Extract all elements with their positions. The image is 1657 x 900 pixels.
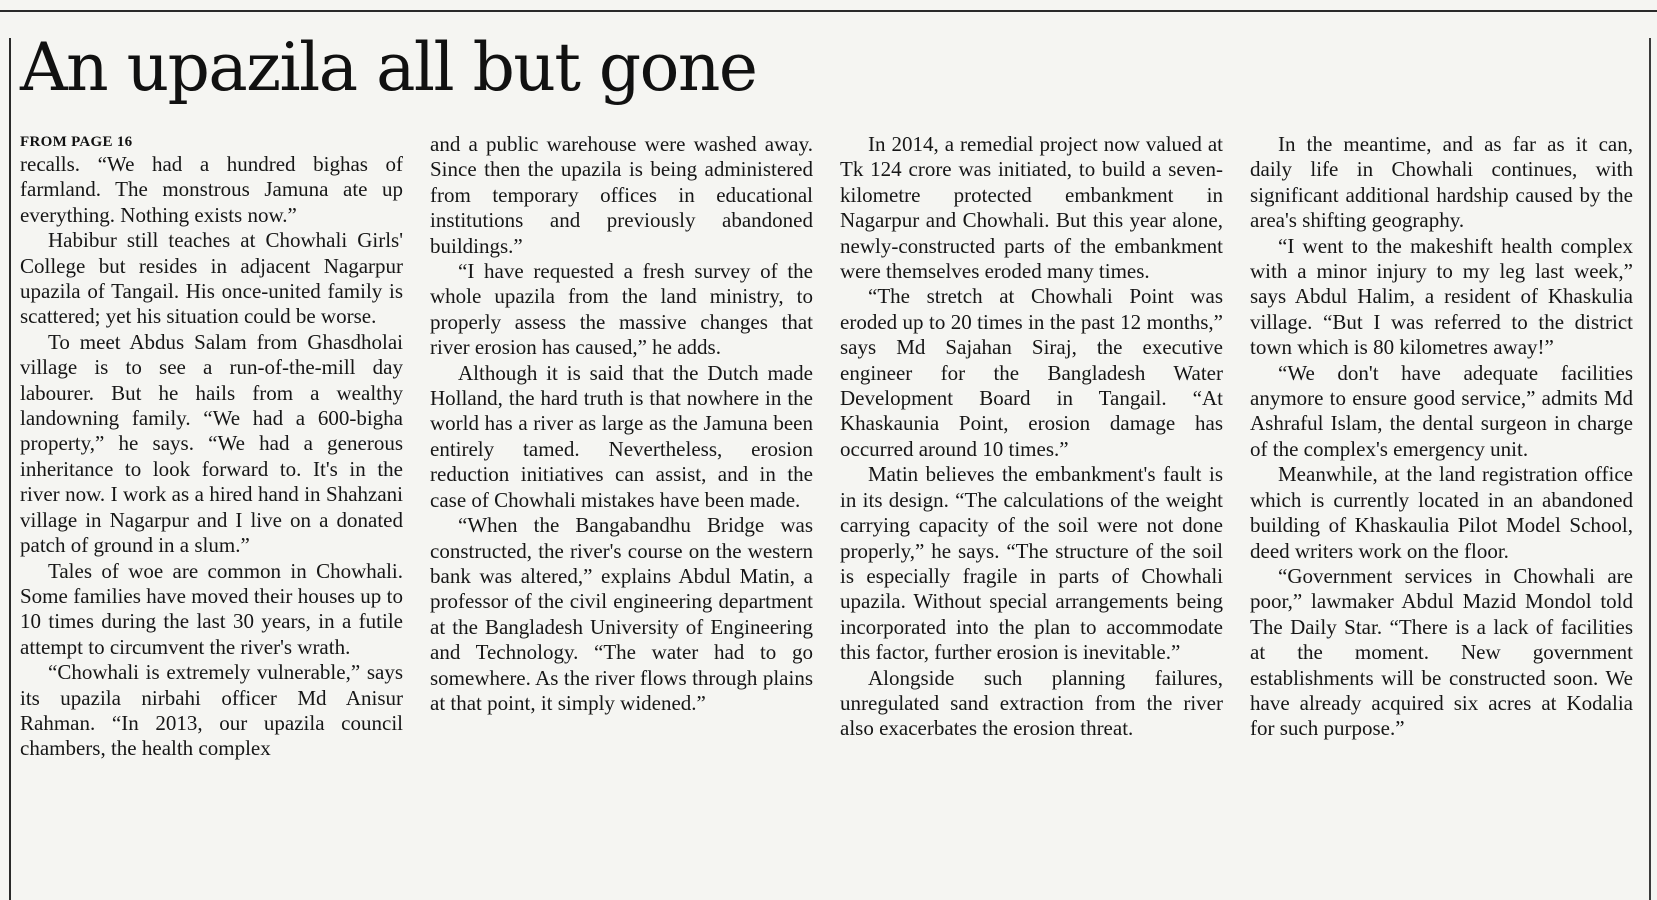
paragraph: and a public warehouse were washed away. Since then the upazila is being administered from temporary offices in educational institutions and previously abandoned buildings.” xyxy=(430,132,813,258)
paragraph: Tales of woe are common in Chowhali. Some families have moved their houses up to 10 times during the last 30 years, in a futile attempt to circumvent the river's wrath. xyxy=(20,558,403,659)
paragraph: “Government services in Chowhali are poor,” lawmaker Abdul Mazid Mondol told The Daily Star. “There is a lack of facilities at the moment. New government establishments will be constructed soon. We have already acquired six acres at Kodalia for such purpose.” xyxy=(1250,563,1633,741)
right-column-rule xyxy=(1649,38,1651,900)
paragraph: “The stretch at Chowhali Point was eroded up to 20 times in the past 12 months,” says Md Sajahan Siraj, the executive engineer for the Bangladesh Water Development Board in Tangail. “At Khaskaunia Point, erosion damage has occurred around 10 times.” xyxy=(840,284,1223,461)
paragraph: To meet Abdus Salam from Ghasdholai village is to see a run-of-the-mill day labourer. But he hails from a wealthy landowning family. “We had a 600-bigha property,” he says. “We had a generous inheritance to look forward to. It's in the river now. I work as a hired hand in Shahzani village in Nagarpur and I live on a donated patch of ground in a slum.” xyxy=(20,329,403,558)
paragraph: Although it is said that the Dutch made Holland, the hard truth is that nowhere in the world has a river as large as the Jamuna been entirely tamed. Nevertheless, erosion reduction initiatives can assist, and in the case of Chowhali mistakes have been made. xyxy=(430,360,813,512)
paragraph: “I went to the makeshift health complex with a minor injury to my leg last week,” says Abdul Halim, a resident of Khaskulia village. “But I was referred to the district town which is 80 kilometres away!” xyxy=(1250,233,1633,360)
jump-line: FROM PAGE 16 xyxy=(20,134,133,150)
paragraph: “When the Bangabandhu Bridge was constructed, the river's course on the western bank was altered,” explains Abdul Matin, a professor of the civil engineering department at the Bangladesh University of Engineering and Technology. “The water had to go somewhere. As the river flows through plains at that point, it simply widened.” xyxy=(430,513,813,715)
article-column-4 xyxy=(1250,132,1633,742)
paragraph: “I have requested a fresh survey of the whole upazila from the land ministry, to properly assess the massive changes that river erosion has caused,” he adds. xyxy=(430,259,813,360)
paragraph: recalls. “We had a hundred bighas of farmland. The monstrous Jamuna ate up everything. Nothing exists now.” xyxy=(20,152,403,227)
article-column-3 xyxy=(840,132,1223,742)
paragraph: Alongside such planning failures, unregulated sand extraction from the river also exacerbates the erosion threat. xyxy=(840,665,1223,741)
top-rule xyxy=(0,10,1657,12)
paragraph: Meanwhile, at the land registration office which is currently located in an abandoned building of Khaskaulia Pilot Model School, deed writers work on the floor. xyxy=(1250,462,1633,563)
paragraph: Matin believes the embankment's fault is in its design. “The calculations of the weight carrying capacity of the soil were not done properly,” he says. “The structure of the soil is especially fragile in parts of Chowhali upazila. Without special arrangements being incorporated into the plan to accommodate this factor, further erosion is inevitable.” xyxy=(840,462,1223,665)
article-column-2 xyxy=(430,132,813,716)
paragraph: In 2014, a remedial project now valued at Tk 124 crore was initiated, to build a seven-kilometre protected embankment in Nagarpur and Chowhali. But this year alone, newly-constructed parts of the embankment were themselves eroded many times. xyxy=(840,132,1223,284)
paragraph: Habibur still teaches at Chowhali Girls' College but resides in adjacent Nagarpur upazila of Tangail. His once-united family is scattered; yet his situation could be worse. xyxy=(20,228,403,329)
headline: An upazila all but gone xyxy=(20,29,757,106)
paragraph: “Chowhali is extremely vulnerable,” says its upazila nirbahi officer Md Anisur Rahman. “In 2013, our upazila council chambers, the health complex xyxy=(20,660,403,761)
paragraph: In the meantime, and as far as it can, daily life in Chowhali continues, with significant additional hardship caused by the area's shifting geography. xyxy=(1250,132,1633,233)
article-column-1 xyxy=(20,132,403,762)
left-column-rule xyxy=(9,38,11,900)
paragraph: “We don't have adequate facilities anymore to ensure good service,” admits Md Ashraful Islam, the dental surgeon in charge of the complex's emergency unit. xyxy=(1250,360,1633,461)
